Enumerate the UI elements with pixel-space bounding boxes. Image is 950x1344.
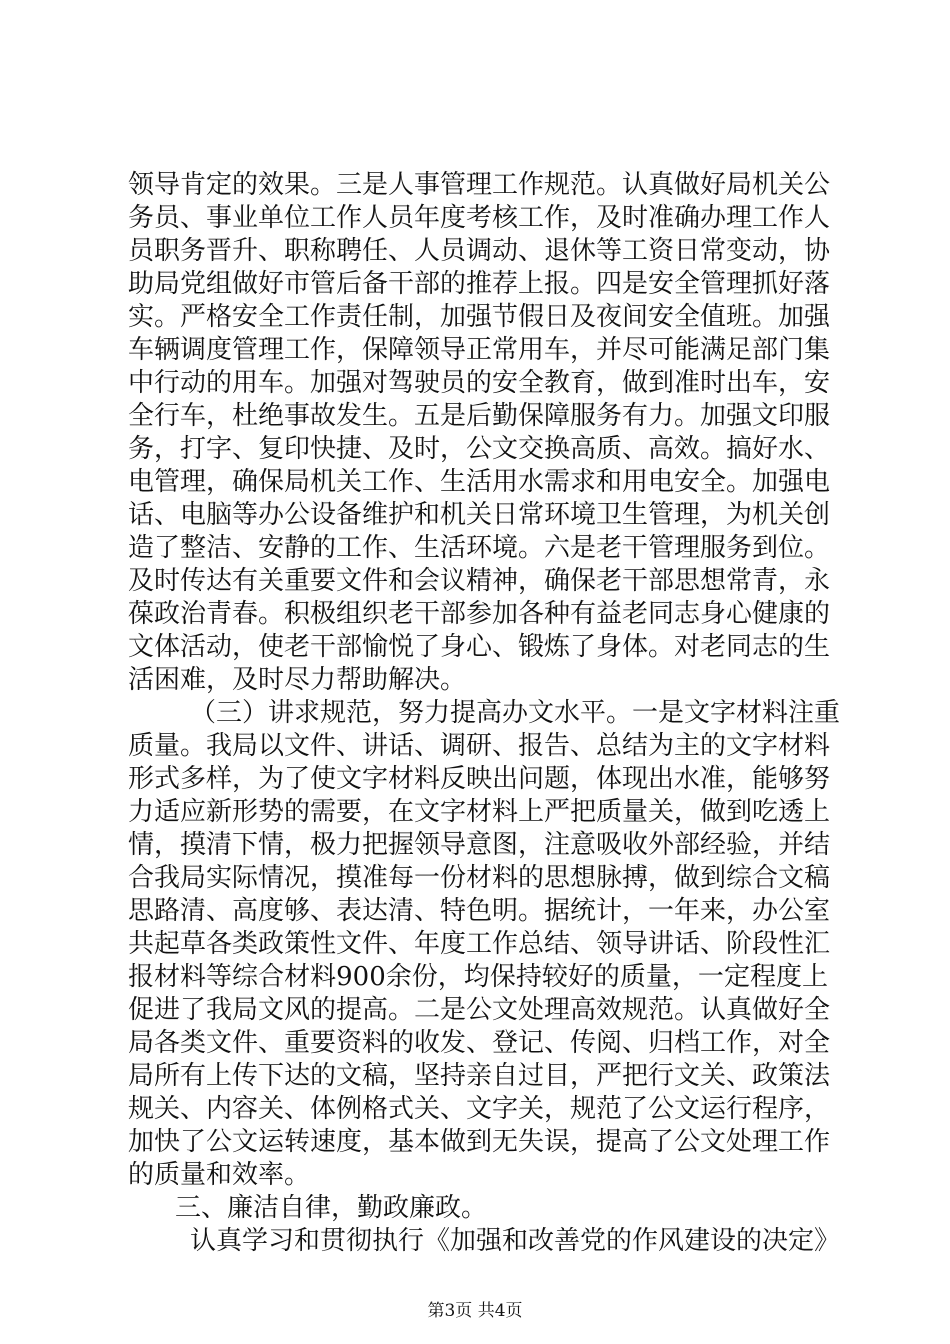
text-line: 报材料等综合材料900余份，均保持较好的质量，一定程度上: [128, 962, 828, 992]
text-line: 形式多样，为了使文字材料反映出问题，体现出水准，能够努: [128, 764, 831, 794]
text-line: 活困难，及时尽力帮助解决。: [128, 665, 467, 695]
text-line: 认真学习和贯彻执行《加强和改善党的作风建设的决定》: [190, 1226, 841, 1256]
section-heading-line: （三）讲求规范，努力提高办文水平。一是文字材料注重: [190, 698, 841, 728]
text-line: 话、电脑等办公设备维护和机关日常环境卫生管理，为机关创: [128, 500, 831, 530]
text-line: 质量。我局以文件、讲话、调研、报告、总结为主的文字材料: [128, 731, 831, 761]
text-line: 局所有上传下达的文稿，坚持亲自过目，严把行文关、政策法: [128, 1061, 831, 1091]
text-line: 助局党组做好市管后备干部的推荐上报。四是安全管理抓好落: [128, 269, 831, 299]
text-line: 的质量和效率。: [128, 1160, 311, 1190]
text-line: 车辆调度管理工作，保障领导正常用车，并尽可能满足部门集: [128, 335, 831, 365]
text-line: 思路清、高度够、表达清、特色明。据统计，一年来，办公室: [128, 896, 831, 926]
text-line: 局各类文件、重要资料的收发、登记、传阅、归档工作，对全: [128, 1028, 831, 1058]
text-line: 促进了我局文风的提高。二是公文处理高效规范。认真做好全: [128, 995, 831, 1025]
page-number-footer: 第3页 共4页: [427, 1301, 523, 1321]
text-line: 规关、内容关、体例格式关、文字关，规范了公文运行程序，: [128, 1094, 831, 1124]
text-line: 共起草各类政策性文件、年度工作总结、领导讲话、阶段性汇: [128, 929, 831, 959]
text-line: 合我局实际情况，摸准每一份材料的思想脉搏，做到综合文稿: [128, 863, 831, 893]
text-line: 文体活动，使老干部愉悦了身心、锻炼了身体。对老同志的生: [128, 632, 831, 662]
text-line: 情，摸清下情，极力把握领导意图，注意吸收外部经验，并结: [128, 830, 831, 860]
text-line: 领导肯定的效果。三是人事管理工作规范。认真做好局机关公: [128, 170, 831, 200]
text-line: 造了整洁、安静的工作、生活环境。六是老干管理服务到位。: [128, 533, 831, 563]
text-line: 及时传达有关重要文件和会议精神，确保老干部思想常青，永: [128, 566, 831, 596]
text-line: 员职务晋升、职称聘任、人员调动、退休等工资日常变动，协: [128, 236, 831, 266]
text-line: 加快了公文运转速度，基本做到无失误，提高了公文处理工作: [128, 1127, 831, 1157]
text-line: 全行车，杜绝事故发生。五是后勤保障服务有力。加强文印服: [128, 401, 831, 431]
text-line: 中行动的用车。加强对驾驶员的安全教育，做到准时出车，安: [128, 368, 831, 398]
text-line: 务，打字、复印快捷、及时，公文交换高质、高效。搞好水、: [128, 434, 831, 464]
text-line: 葆政治青春。积极组织老干部参加各种有益老同志身心健康的: [128, 599, 831, 629]
text-line: 务员、事业单位工作人员年度考核工作，及时准确办理工作人: [128, 203, 831, 233]
text-line: 力适应新形势的需要，在文字材料上严把质量关，做到吃透上: [128, 797, 831, 827]
section-heading-line: 三、廉洁自律，勤政廉政。: [175, 1193, 488, 1223]
text-line: 电管理，确保局机关工作、生活用水需求和用电安全。加强电: [128, 467, 831, 497]
text-line: 实。严格安全工作责任制，加强节假日及夜间安全值班。加强: [128, 302, 831, 332]
